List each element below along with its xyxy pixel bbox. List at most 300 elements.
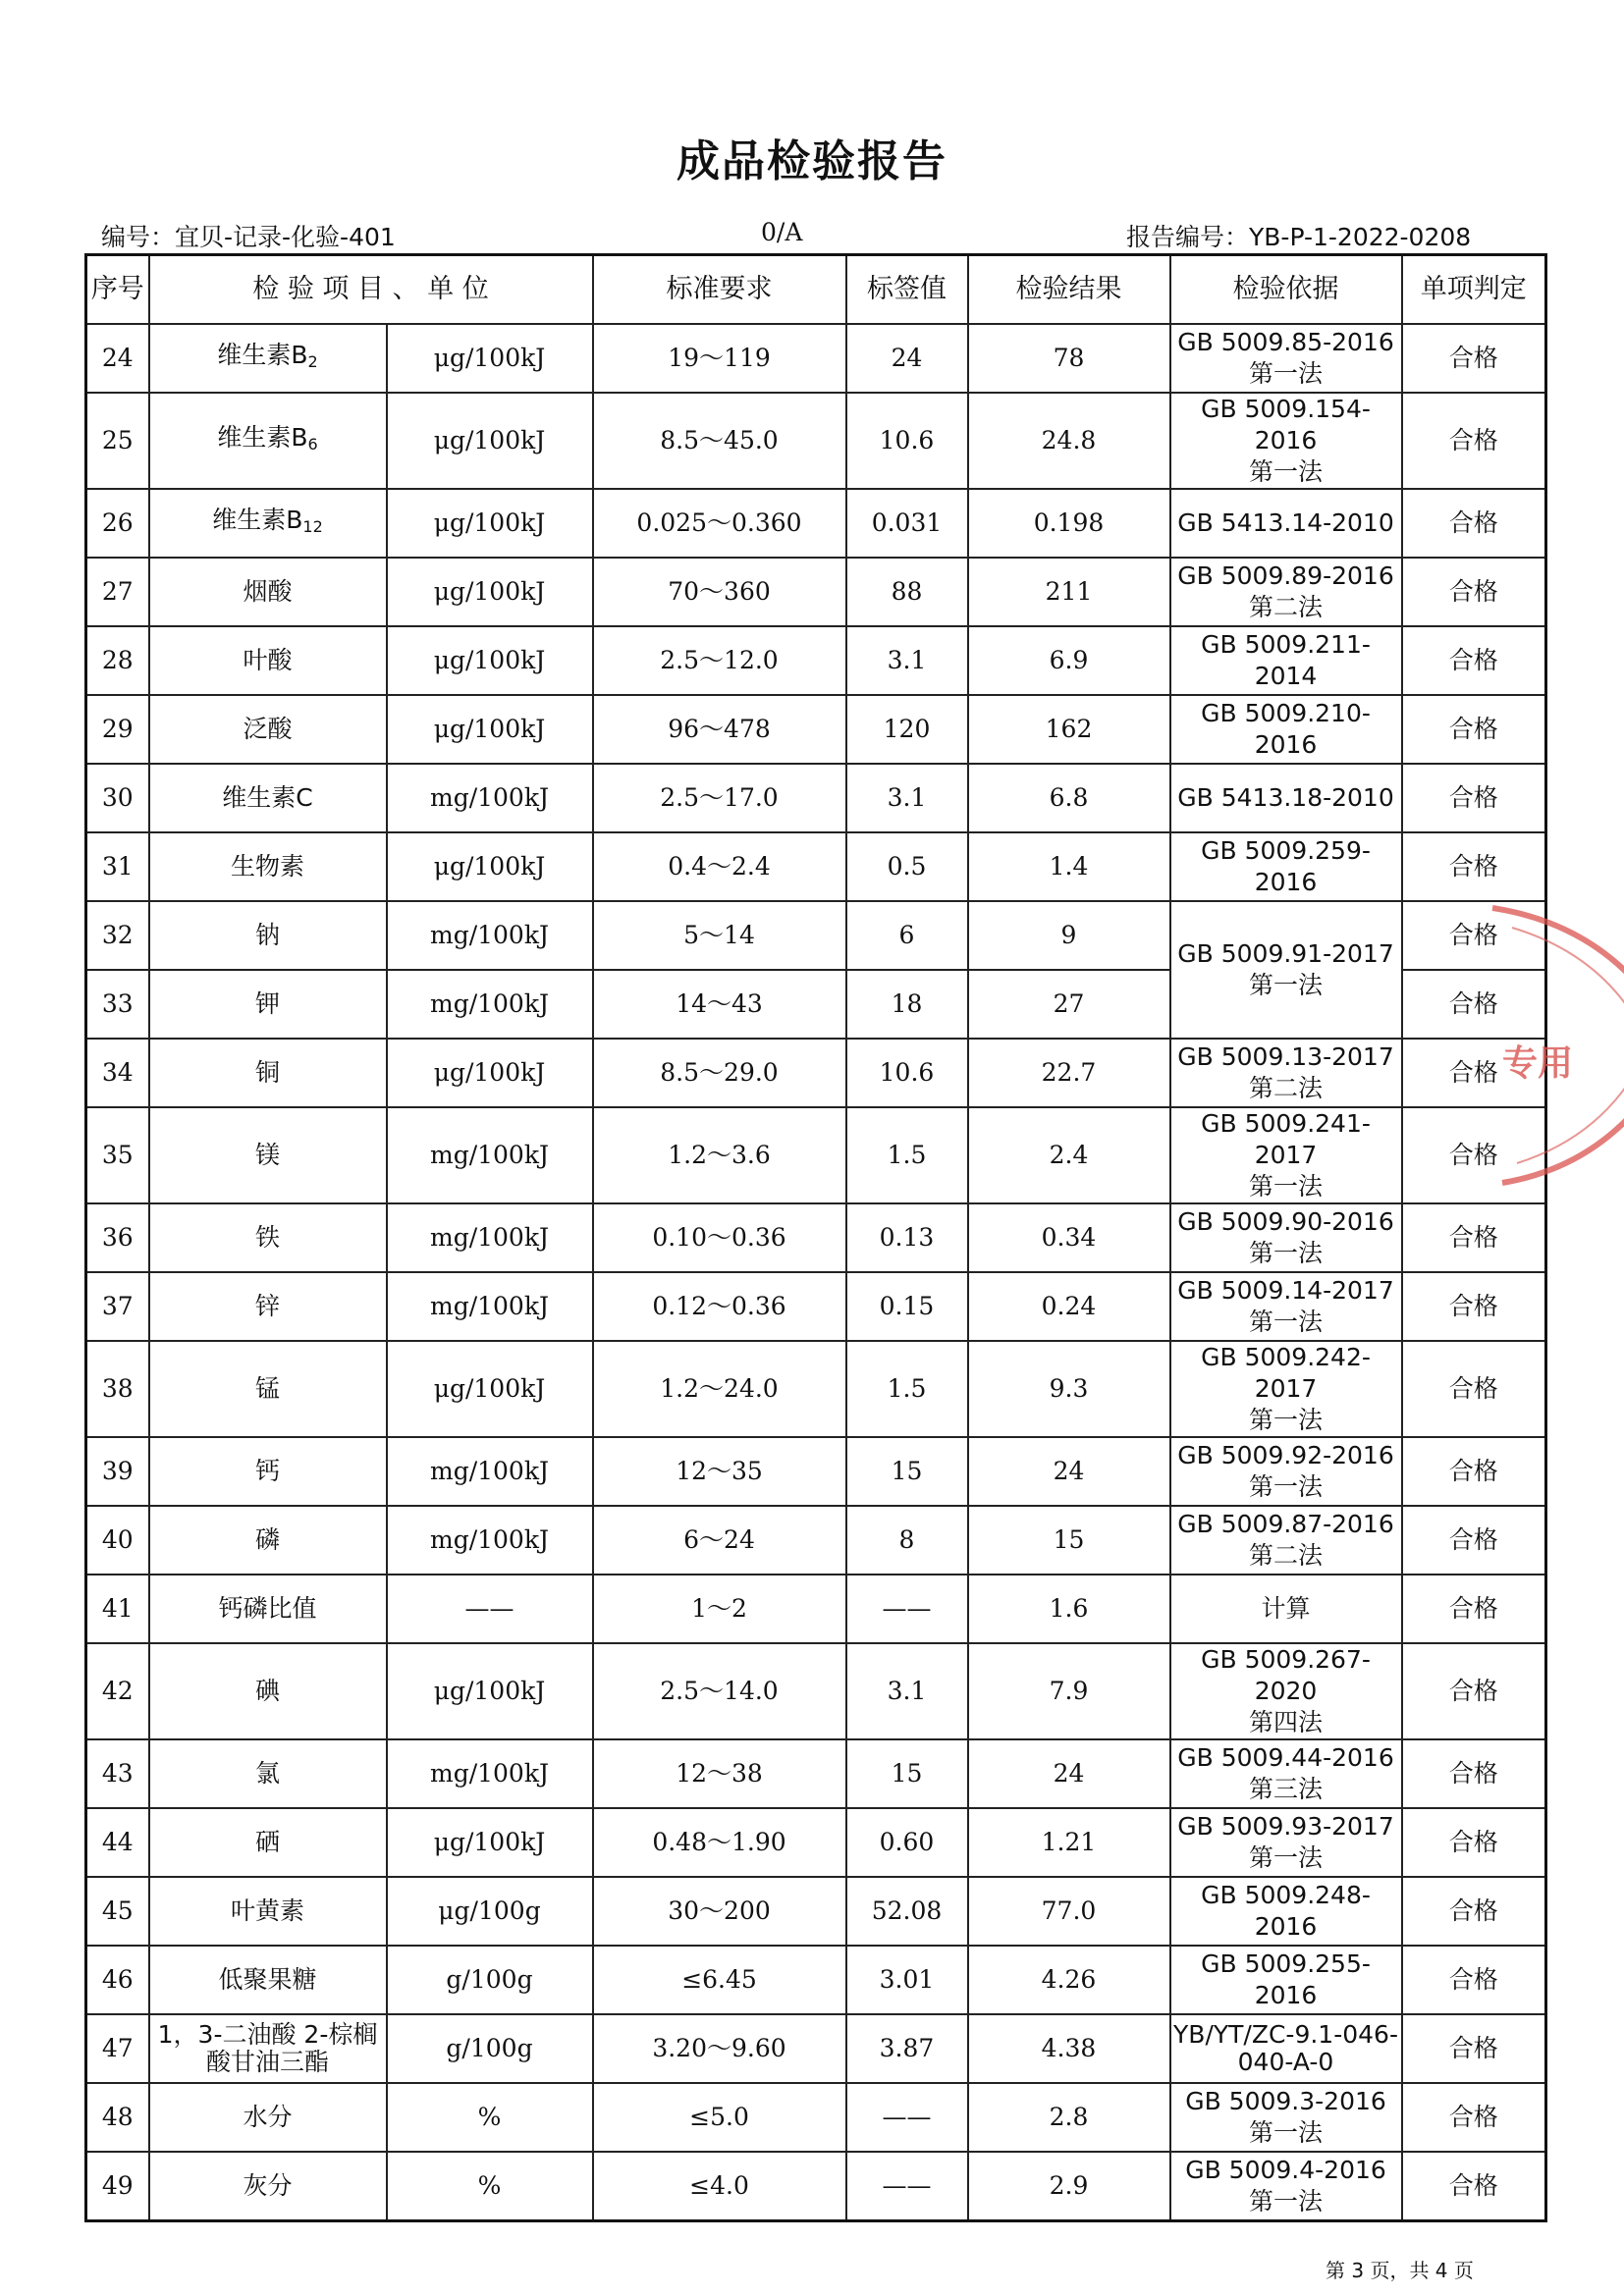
test-basis-method: 第二法 (1248, 1541, 1323, 1570)
test-basis (1170, 393, 1402, 489)
col-header-judgement: 单项判定 (1402, 255, 1546, 325)
table-header-row (86, 255, 1546, 325)
item-unit: % (387, 2152, 593, 2220)
table-row (86, 901, 1546, 970)
item-name (149, 1272, 387, 1341)
test-result: 4.38 (968, 2014, 1170, 2083)
label-value: 3.1 (846, 626, 968, 695)
label-value: 3.1 (846, 764, 968, 832)
svg-text:专用: 专用 (1502, 1043, 1574, 1084)
table-row (86, 1203, 1546, 1272)
label-value: 15 (846, 1739, 968, 1808)
standard-requirement: 12～38 (593, 1739, 846, 1808)
item-unit: mg/100kJ (387, 1739, 593, 1808)
standard-requirement: 0.12～0.36 (593, 1272, 846, 1341)
table-row (86, 1808, 1546, 1877)
standard-requirement: 8.5～45.0 (593, 393, 846, 489)
standard-requirement: 5～14 (593, 901, 846, 970)
test-basis-method: 第一法 (1248, 359, 1323, 388)
test-basis (1170, 1341, 1402, 1437)
test-basis-standard: GB 5009.91-2017 (1177, 939, 1394, 968)
judgement: 合格 (1402, 1946, 1546, 2014)
item-name (149, 1739, 387, 1808)
test-basis-method: 第一法 (1248, 1843, 1323, 1872)
page-footer: 第 3 页，共 4 页 (1326, 2259, 1474, 2282)
item-unit: % (387, 2083, 593, 2152)
test-result: 78 (968, 324, 1170, 393)
test-basis-method: 第一法 (1248, 2186, 1323, 2216)
row-number: 45 (86, 1877, 149, 1946)
item-unit: μg/100kJ (387, 558, 593, 626)
test-basis (1170, 1739, 1402, 1808)
test-basis-method: 第一法 (1248, 971, 1323, 999)
table-row (86, 626, 1546, 695)
record-number: 编号：宜贝-记录-化验-401 (101, 223, 396, 251)
test-basis-standard: GB 5009.93-2017 (1177, 1812, 1394, 1841)
test-basis-standard: GB 5009.255-2016 (1201, 1949, 1371, 2009)
inspection-table (84, 253, 1547, 2222)
standard-requirement: ≤5.0 (593, 2083, 846, 2152)
row-number: 34 (86, 1039, 149, 1107)
item-name (149, 324, 387, 393)
test-basis-standard: GB 5413.14-2010 (1177, 508, 1394, 537)
label-value: 6 (846, 901, 968, 970)
report-number: 报告编号：YB-P-1-2022-0208 (1126, 223, 1472, 251)
item-unit: mg/100kJ (387, 901, 593, 970)
test-basis-standard: GB 5009.4-2016 (1185, 2155, 1386, 2184)
standard-requirement: 1.2～3.6 (593, 1107, 846, 1203)
row-number: 31 (86, 832, 149, 901)
test-basis-standard: GB 5009.89-2016 (1177, 561, 1394, 590)
judgement: 合格 (1402, 558, 1546, 626)
label-value: 120 (846, 695, 968, 764)
item-unit: μg/100kJ (387, 1808, 593, 1877)
judgement: 合格 (1402, 1739, 1546, 1808)
label-value: —— (846, 2083, 968, 2152)
table-row (86, 1107, 1546, 1203)
label-value: 88 (846, 558, 968, 626)
label-value: 52.08 (846, 1877, 968, 1946)
item-name (149, 489, 387, 558)
item-unit: μg/100kJ (387, 1341, 593, 1437)
table-row (86, 1272, 1546, 1341)
test-result: 6.8 (968, 764, 1170, 832)
col-header-basis: 检验依据 (1170, 255, 1402, 325)
test-basis-standard: YB/YT/ZC-9.1-046-040-A-0 (1173, 2020, 1398, 2076)
standard-requirement: 6～24 (593, 1506, 846, 1575)
col-header-label: 标签值 (846, 255, 968, 325)
label-value: 0.5 (846, 832, 968, 901)
judgement: 合格 (1402, 764, 1546, 832)
table-row (86, 1877, 1546, 1946)
test-result: 24 (968, 1437, 1170, 1506)
table-row (86, 1575, 1546, 1643)
item-name (149, 558, 387, 626)
label-value: 3.01 (846, 1946, 968, 2014)
test-basis (1170, 2083, 1402, 2152)
standard-requirement: 2.5～17.0 (593, 764, 846, 832)
item-name-text: 钙磷比值 (218, 1594, 317, 1623)
table-row (86, 764, 1546, 832)
item-name (149, 2083, 387, 2152)
item-name-text: 维生素B (217, 422, 308, 452)
test-basis (1170, 489, 1402, 558)
item-subscript: 2 (307, 351, 318, 371)
table-row (86, 1739, 1546, 1808)
label-value: 3.1 (846, 1643, 968, 1739)
row-number: 49 (86, 2152, 149, 2220)
judgement: 合格 (1402, 1107, 1546, 1203)
table-row (86, 832, 1546, 901)
judgement: 合格 (1402, 393, 1546, 489)
test-result: 9.3 (968, 1341, 1170, 1437)
test-basis-standard: GB 5009.210-2016 (1201, 699, 1371, 759)
test-result: 24 (968, 1739, 1170, 1808)
test-basis-standard: GB 5009.211-2014 (1201, 630, 1371, 690)
item-name (149, 764, 387, 832)
standard-requirement: 3.20～9.60 (593, 2014, 846, 2083)
label-value: 24 (846, 324, 968, 393)
test-result: 77.0 (968, 1877, 1170, 1946)
item-name (149, 1506, 387, 1575)
test-basis-standard: GB 5009.90-2016 (1177, 1207, 1394, 1236)
row-number: 32 (86, 901, 149, 970)
table-row (86, 2083, 1546, 2152)
label-value: 0.15 (846, 1272, 968, 1341)
item-unit: μg/100kJ (387, 1643, 593, 1739)
item-name-text: 1，3-二油酸 2-棕榈酸甘油三酯 (157, 2020, 378, 2076)
standard-requirement: 19～119 (593, 324, 846, 393)
item-name-text: 锌 (254, 1292, 280, 1320)
table-row (86, 1341, 1546, 1437)
row-number: 44 (86, 1808, 149, 1877)
item-name (149, 393, 387, 489)
col-header-standard: 标准要求 (593, 255, 846, 325)
col-header-result: 检验结果 (968, 255, 1170, 325)
test-basis-method: 第一法 (1248, 1406, 1323, 1434)
standard-requirement: 0.48～1.90 (593, 1808, 846, 1877)
item-name-text: 低聚果糖 (218, 1965, 317, 1994)
test-basis (1170, 1506, 1402, 1575)
standard-requirement: 70～360 (593, 558, 846, 626)
item-name-text: 维生素B (217, 340, 308, 369)
row-number: 40 (86, 1506, 149, 1575)
item-name-text: 钠 (254, 921, 280, 949)
test-result: 2.4 (968, 1107, 1170, 1203)
test-basis (1170, 324, 1402, 393)
standard-requirement: 0.4～2.4 (593, 832, 846, 901)
test-basis-standard: GB 5009.154-2016 (1201, 395, 1371, 454)
table-row (86, 1643, 1546, 1739)
item-name (149, 1437, 387, 1506)
label-value: 3.87 (846, 2014, 968, 2083)
item-unit: g/100g (387, 1946, 593, 2014)
item-unit: —— (387, 1575, 593, 1643)
test-result: 1.6 (968, 1575, 1170, 1643)
item-name (149, 1341, 387, 1437)
item-name (149, 832, 387, 901)
judgement: 合格 (1402, 901, 1546, 970)
test-result: 9 (968, 901, 1170, 970)
item-name (149, 2152, 387, 2220)
item-name (149, 1039, 387, 1107)
row-number: 43 (86, 1739, 149, 1808)
test-basis-standard: GB 5413.18-2010 (1177, 783, 1394, 812)
table-row (86, 2152, 1546, 2220)
row-number: 29 (86, 695, 149, 764)
test-basis (1170, 2014, 1402, 2083)
label-value: 18 (846, 970, 968, 1039)
test-basis (1170, 1039, 1402, 1107)
standard-requirement: 1～2 (593, 1575, 846, 1643)
item-name (149, 626, 387, 695)
row-number: 35 (86, 1107, 149, 1203)
test-basis-standard: GB 5009.3-2016 (1185, 2087, 1386, 2115)
label-value: 0.60 (846, 1808, 968, 1877)
row-number: 37 (86, 1272, 149, 1341)
item-subscript: 12 (302, 516, 323, 536)
standard-requirement: ≤4.0 (593, 2152, 846, 2220)
item-unit: mg/100kJ (387, 1506, 593, 1575)
standard-requirement: 96～478 (593, 695, 846, 764)
test-basis (1170, 695, 1402, 764)
item-unit: μg/100kJ (387, 393, 593, 489)
test-basis-method: 第一法 (1248, 1239, 1323, 1267)
test-result: 1.4 (968, 832, 1170, 901)
judgement: 合格 (1402, 1437, 1546, 1506)
standard-requirement: 2.5～14.0 (593, 1643, 846, 1739)
standard-requirement: 14～43 (593, 970, 846, 1039)
test-basis (1170, 1272, 1402, 1341)
row-number: 38 (86, 1341, 149, 1437)
table-row (86, 324, 1546, 393)
report-title: 成品检验报告 (677, 136, 947, 187)
judgement: 合格 (1402, 1877, 1546, 1946)
item-name (149, 1946, 387, 2014)
test-basis (1170, 1946, 1402, 2014)
col-header-item-unit: 检 验 项 目 、 单 位 (149, 255, 593, 325)
standard-requirement: 1.2～24.0 (593, 1341, 846, 1437)
test-result: 15 (968, 1506, 1170, 1575)
row-number: 41 (86, 1575, 149, 1643)
item-name-text: 生物素 (230, 852, 304, 881)
item-unit: μg/100kJ (387, 324, 593, 393)
item-name (149, 2014, 387, 2083)
item-name (149, 1575, 387, 1643)
test-result: 0.198 (968, 489, 1170, 558)
item-name-text: 维生素C (222, 783, 313, 812)
item-name (149, 1643, 387, 1739)
test-result: 2.9 (968, 2152, 1170, 2220)
test-basis-standard: GB 5009.248-2016 (1201, 1881, 1371, 1941)
test-result: 211 (968, 558, 1170, 626)
test-result: 27 (968, 970, 1170, 1039)
standard-requirement: 30～200 (593, 1877, 846, 1946)
test-basis-standard: GB 5009.259-2016 (1201, 836, 1371, 896)
test-basis-standard: GB 5009.44-2016 (1177, 1743, 1394, 1772)
row-number: 33 (86, 970, 149, 1039)
row-number: 30 (86, 764, 149, 832)
test-basis (1170, 1107, 1402, 1203)
test-basis-standard: GB 5009.87-2016 (1177, 1510, 1394, 1538)
test-basis (1170, 1877, 1402, 1946)
col-header-no: 序号 (86, 255, 149, 325)
test-basis-method: 第一法 (1248, 1472, 1323, 1501)
item-name-text: 镁 (254, 1141, 280, 1169)
judgement: 合格 (1402, 695, 1546, 764)
judgement: 合格 (1402, 1341, 1546, 1437)
test-basis-standard: 计算 (1261, 1594, 1311, 1623)
test-basis-method: 第一法 (1248, 2118, 1323, 2147)
label-value: 15 (846, 1437, 968, 1506)
test-basis-standard: GB 5009.13-2017 (1177, 1042, 1394, 1071)
label-value: 8 (846, 1506, 968, 1575)
test-result: 6.9 (968, 626, 1170, 695)
table-body (86, 324, 1546, 2220)
table-row (86, 558, 1546, 626)
row-number: 36 (86, 1203, 149, 1272)
label-value: —— (846, 2152, 968, 2220)
row-number: 48 (86, 2083, 149, 2152)
row-number: 27 (86, 558, 149, 626)
item-unit: μg/100kJ (387, 832, 593, 901)
test-basis-method: 第二法 (1248, 1074, 1323, 1102)
test-basis-standard: GB 5009.241-2017 (1201, 1109, 1371, 1169)
judgement: 合格 (1402, 2014, 1546, 2083)
judgement: 合格 (1402, 1808, 1546, 1877)
test-basis (1170, 1808, 1402, 1877)
row-number: 25 (86, 393, 149, 489)
test-basis (1170, 626, 1402, 695)
item-name-text: 叶黄素 (230, 1896, 304, 1925)
test-result: 2.8 (968, 2083, 1170, 2152)
row-number: 46 (86, 1946, 149, 2014)
row-number: 47 (86, 2014, 149, 2083)
item-unit: mg/100kJ (387, 1437, 593, 1506)
standard-requirement: 0.10～0.36 (593, 1203, 846, 1272)
judgement: 合格 (1402, 832, 1546, 901)
test-basis-method: 第一法 (1248, 1308, 1323, 1336)
test-basis-standard: GB 5009.267-2020 (1201, 1645, 1371, 1705)
item-name-text: 硒 (254, 1828, 280, 1856)
standard-requirement: 0.025～0.360 (593, 489, 846, 558)
label-value: 1.5 (846, 1107, 968, 1203)
standard-requirement: ≤6.45 (593, 1946, 846, 2014)
test-basis-standard: GB 5009.85-2016 (1177, 328, 1394, 356)
item-name-text: 叶酸 (243, 646, 293, 674)
table-row (86, 1039, 1546, 1107)
test-result: 7.9 (968, 1643, 1170, 1739)
item-name (149, 1808, 387, 1877)
item-unit: mg/100kJ (387, 1272, 593, 1341)
item-name-text: 锰 (254, 1374, 280, 1403)
item-unit: μg/100g (387, 1877, 593, 1946)
table-row (86, 489, 1546, 558)
test-basis-standard: GB 5009.14-2017 (1177, 1276, 1394, 1305)
test-basis (1170, 1203, 1402, 1272)
table-row (86, 393, 1546, 489)
label-value: 0.13 (846, 1203, 968, 1272)
test-basis (1170, 1437, 1402, 1506)
item-unit: g/100g (387, 2014, 593, 2083)
item-name-text: 烟酸 (243, 577, 293, 606)
item-name-text: 水分 (243, 2103, 293, 2131)
test-basis (1170, 2152, 1402, 2220)
item-name-text: 磷 (254, 1525, 280, 1554)
item-name (149, 695, 387, 764)
item-name (149, 1203, 387, 1272)
test-basis (1170, 1575, 1402, 1643)
item-name-text: 铁 (254, 1223, 280, 1252)
judgement: 合格 (1402, 1272, 1546, 1341)
table-row (86, 1506, 1546, 1575)
item-name-text: 铜 (254, 1058, 280, 1087)
judgement: 合格 (1402, 1643, 1546, 1739)
row-number: 42 (86, 1643, 149, 1739)
test-result: 24.8 (968, 393, 1170, 489)
table-row (86, 1946, 1546, 2014)
row-number: 24 (86, 324, 149, 393)
judgement: 合格 (1402, 324, 1546, 393)
test-basis-method: 第四法 (1248, 1708, 1323, 1736)
label-value: —— (846, 1575, 968, 1643)
standard-requirement: 8.5～29.0 (593, 1039, 846, 1107)
version-number: 0/A (761, 218, 803, 246)
item-name-text: 氯 (254, 1759, 280, 1788)
item-subscript: 6 (307, 434, 318, 454)
row-number: 39 (86, 1437, 149, 1506)
item-unit: μg/100kJ (387, 1039, 593, 1107)
item-unit: μg/100kJ (387, 489, 593, 558)
test-result: 0.24 (968, 1272, 1170, 1341)
judgement: 合格 (1402, 1575, 1546, 1643)
item-unit: μg/100kJ (387, 626, 593, 695)
test-result: 4.26 (968, 1946, 1170, 2014)
test-result: 1.21 (968, 1808, 1170, 1877)
test-basis (1170, 1643, 1402, 1739)
item-name (149, 1877, 387, 1946)
standard-requirement: 2.5～12.0 (593, 626, 846, 695)
test-result: 0.34 (968, 1203, 1170, 1272)
test-basis (1170, 901, 1402, 1039)
test-basis (1170, 832, 1402, 901)
item-name-text: 泛酸 (243, 715, 293, 743)
label-value: 10.6 (846, 1039, 968, 1107)
test-result: 22.7 (968, 1039, 1170, 1107)
item-name (149, 1107, 387, 1203)
item-name (149, 970, 387, 1039)
judgement: 合格 (1402, 2152, 1546, 2220)
label-value: 1.5 (846, 1341, 968, 1437)
judgement: 合格 (1402, 970, 1546, 1039)
test-basis-method: 第一法 (1248, 1172, 1323, 1201)
table-row (86, 695, 1546, 764)
test-basis-standard: GB 5009.92-2016 (1177, 1441, 1394, 1469)
item-name-text: 钙 (254, 1457, 280, 1485)
item-name-text: 维生素B (212, 505, 303, 534)
label-value: 10.6 (846, 393, 968, 489)
item-unit: mg/100kJ (387, 970, 593, 1039)
item-unit: mg/100kJ (387, 764, 593, 832)
table-row (86, 2014, 1546, 2083)
label-value: 0.031 (846, 489, 968, 558)
item-name (149, 901, 387, 970)
judgement: 合格 (1402, 1039, 1546, 1107)
judgement: 合格 (1402, 489, 1546, 558)
test-result: 162 (968, 695, 1170, 764)
test-basis (1170, 558, 1402, 626)
judgement: 合格 (1402, 1203, 1546, 1272)
